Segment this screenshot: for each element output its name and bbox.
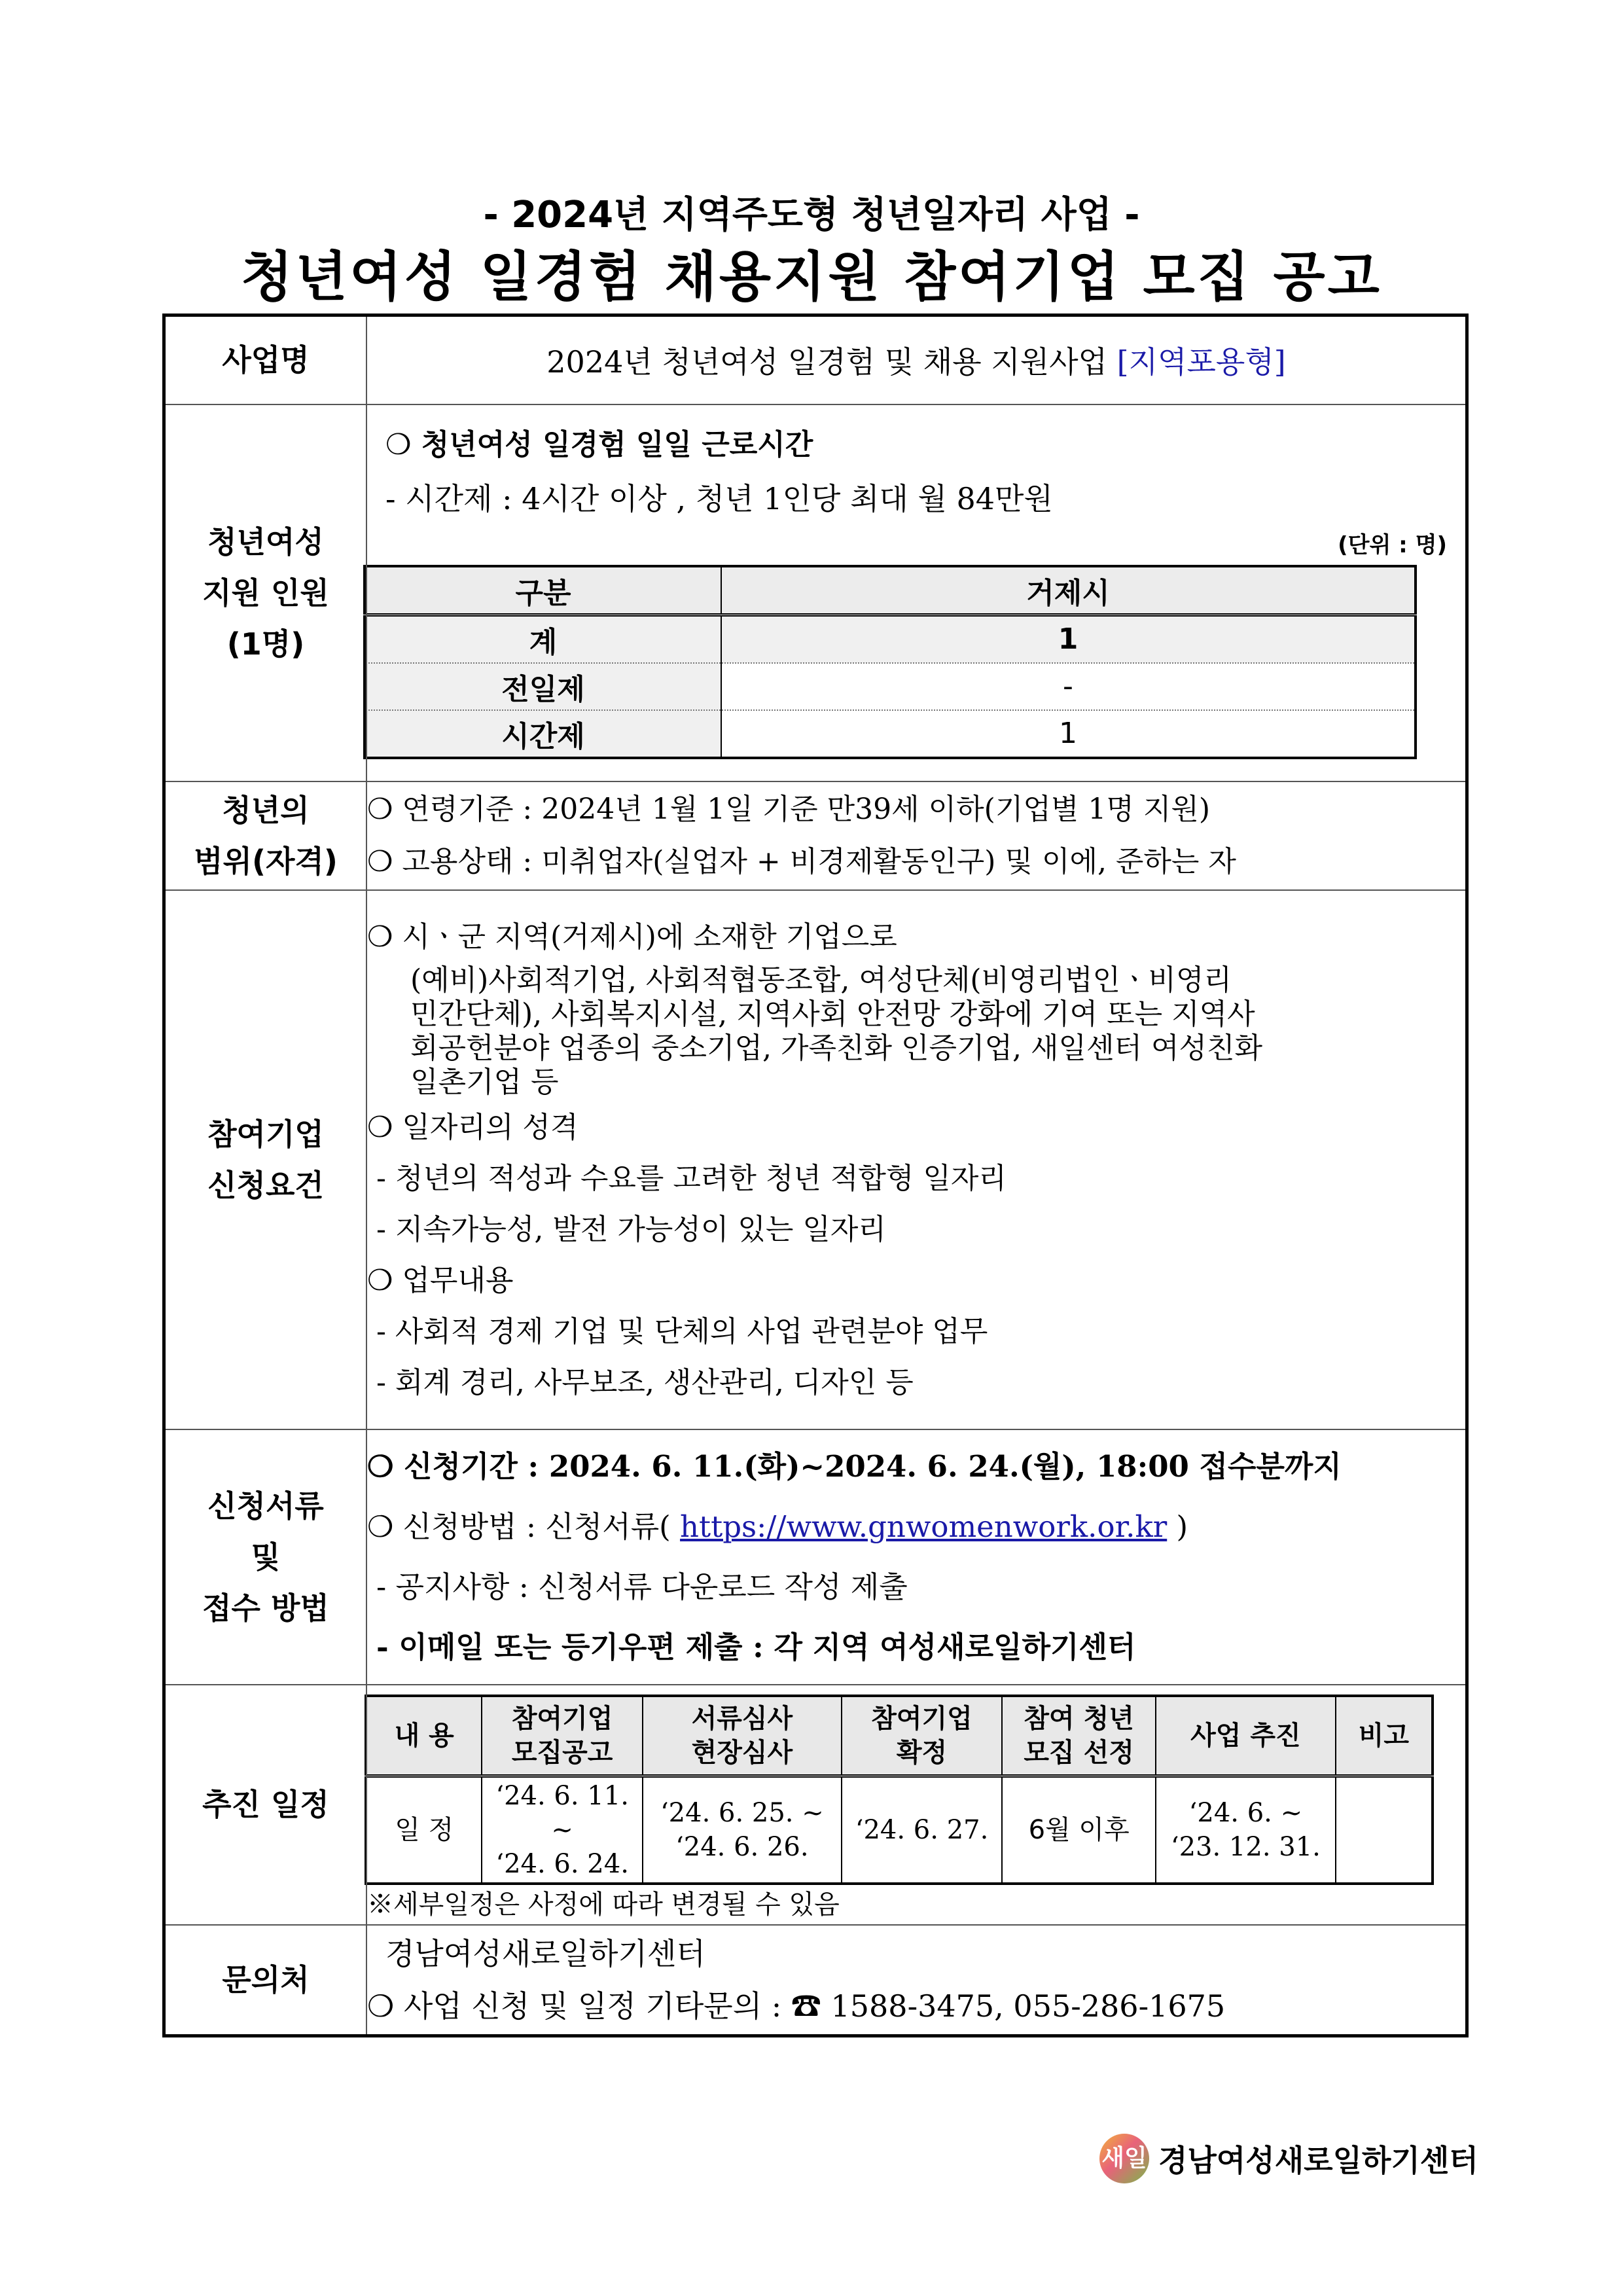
row-support	[164, 404, 1467, 781]
application-method-label: ❍ 신청방법 : 신청서류(	[367, 1509, 671, 1544]
notice-submission: - 공지사항 : 신청서류 다운로드 작성 제출	[376, 1569, 908, 1604]
label-support	[164, 404, 367, 781]
row-project	[164, 315, 1467, 404]
schedule-cell	[1156, 1776, 1336, 1884]
row-contact	[164, 1925, 1467, 2036]
header-line: 모집공고	[511, 1737, 613, 1768]
row-label-fulltime: 전일제	[365, 663, 721, 710]
label-line: 지원 인원	[202, 575, 329, 611]
cell-line: ‘24. 6. 27.	[855, 1814, 989, 1845]
schedule-header	[1156, 1696, 1336, 1776]
content-schedule	[366, 1685, 1467, 1925]
schedule-header	[1336, 1696, 1433, 1776]
col-header-region: 거제시	[721, 566, 1416, 615]
eligible-line: 일촌기업 등	[410, 1065, 559, 1099]
job-content-item: - 사회적 경제 기업 및 단체의 사업 관련분야 업무	[376, 1314, 988, 1348]
row-requirements	[164, 890, 1467, 1429]
schedule-cell	[643, 1776, 842, 1884]
label-eligibility	[164, 781, 367, 890]
content-application	[366, 1429, 1467, 1685]
label-application	[164, 1429, 367, 1685]
cell-line: ‘24. 6. 26.	[675, 1831, 809, 1862]
schedule-cell	[1336, 1776, 1433, 1884]
table-row	[365, 615, 1416, 663]
page-subtitle: - 2024년 지역주도형 청년일자리 사업 -	[483, 194, 1140, 236]
cell-line: ‘24. 6. 25. ~	[660, 1797, 824, 1828]
project-name: 2024년 청년여성 일경험 및 채용 지원사업	[546, 344, 1117, 380]
header-line: 참여 청년	[1024, 1703, 1134, 1734]
content-contact	[366, 1925, 1467, 2036]
mail-submission: - 이메일 또는 등기우편 제출 : 각 지역 여성새로일하기센터	[376, 1629, 1136, 1664]
label-line: 청년여성	[207, 524, 324, 560]
label-requirements	[164, 890, 367, 1429]
row-eligibility	[164, 781, 1467, 890]
saeil-logo-icon	[1099, 2134, 1149, 2183]
label-schedule: 추진 일정	[164, 1685, 367, 1925]
header-line: 참여기업	[511, 1703, 613, 1734]
row-value-parttime: 1	[721, 710, 1416, 758]
schedule-cell	[1002, 1776, 1156, 1884]
logo-text: 경남여성새로일하기센터	[1158, 2143, 1478, 2178]
eligible-line: 회공헌분야 업종의 중소기업, 가족친화 인증기업, 새일센터 여성친화	[410, 1031, 1262, 1065]
cell-line: ‘24. 6. 11.	[495, 1780, 629, 1811]
label-line: 신청요건	[207, 1167, 324, 1203]
application-method	[367, 1497, 1465, 1557]
row-value-fulltime: -	[721, 663, 1416, 710]
schedule-header	[482, 1696, 643, 1776]
col-header-category: 구분	[365, 566, 721, 615]
support-table-header	[365, 566, 1416, 615]
cell-line: ‘23. 12. 31.	[1170, 1831, 1321, 1862]
content-eligibility	[366, 781, 1467, 890]
schedule-header	[643, 1696, 842, 1776]
contact-phone: ❍ 사업 신청 및 일정 기타문의 : ☎ 1588-3475, 055-286-1675	[367, 1988, 1226, 2024]
content-support	[366, 404, 1467, 781]
label-contact: 문의처	[164, 1925, 367, 2036]
label-line: 범위(자격)	[194, 843, 338, 879]
eligible-line: (예비)사회적기업, 사회적협동조합, 여성단체(비영리법인ㆍ비영리	[410, 963, 1232, 997]
job-content-item: - 회계 경리, 사무보조, 생산관리, 디자인 등	[376, 1365, 914, 1399]
row-schedule	[164, 1685, 1467, 1925]
header-line: 모집 선정	[1024, 1737, 1134, 1768]
project-type-highlight: [지역포용형]	[1116, 344, 1286, 380]
worktime-heading: ❍ 청년여성 일경험 일일 근로시간	[385, 427, 813, 461]
schedule-table	[365, 1695, 1434, 1885]
schedule-header	[366, 1696, 482, 1776]
unit-note: (단위 : 명)	[1338, 531, 1447, 558]
footer-logo	[1099, 2134, 1478, 2183]
header-line: 참여기업	[871, 1703, 972, 1734]
label-line: 접수 방법	[202, 1590, 329, 1626]
schedule-cell	[842, 1776, 1003, 1884]
cell-line: ‘24. 6. 24.	[495, 1848, 629, 1879]
header-line: 서류심사	[691, 1703, 793, 1734]
header-line: 현장심사	[691, 1737, 793, 1768]
job-nature-heading: ❍ 일자리의 성격	[367, 1110, 579, 1144]
eligible-line: 민간단체), 사회복지시설, 지역사회 안전망 강화에 기여 또는 지역사	[410, 997, 1255, 1031]
schedule-header	[1002, 1696, 1156, 1776]
row-label-parttime: 시간제	[365, 710, 721, 758]
row-value-total: 1	[721, 615, 1416, 663]
table-row	[365, 663, 1416, 710]
job-nature-item: - 지속가능성, 발전 가능성이 있는 일자리	[376, 1212, 886, 1246]
label-project: 사업명	[164, 315, 367, 404]
cell-line: ~	[551, 1814, 573, 1845]
label-line: 및	[251, 1539, 281, 1575]
content-requirements	[366, 890, 1467, 1429]
header-line: 내 용	[394, 1720, 454, 1751]
support-count-table	[363, 565, 1417, 759]
employment-status: ❍ 고용상태 : 미취업자(실업자 + 비경제활동인구) 및 이에, 준하는 자	[367, 844, 1236, 878]
content-project	[366, 315, 1467, 404]
application-method-close: )	[1167, 1509, 1188, 1544]
schedule-cell	[366, 1776, 482, 1884]
website-link[interactable]: https://www.gnwomenwork.or.kr	[680, 1509, 1168, 1544]
schedule-header	[842, 1696, 1003, 1776]
label-line: (1명)	[226, 626, 305, 662]
schedule-row	[366, 1776, 1433, 1884]
age-criteria: ❍ 연령기준 : 2024년 1월 1일 기준 만39세 이하(기업별 1명 지원)	[367, 792, 1210, 826]
label-line: 청년의	[222, 792, 310, 828]
worktime-detail: - 시간제 : 4시간 이상 , 청년 1인당 최대 월 84만원	[385, 480, 1053, 516]
cell-line: ‘24. 6. ~	[1188, 1797, 1303, 1828]
page-title: 청년여성 일경험 채용지원 참여기업 모집 공고	[241, 246, 1382, 308]
table-row	[365, 710, 1416, 758]
eligible-company-types	[367, 963, 1465, 1100]
job-content-heading: ❍ 업무내용	[367, 1263, 514, 1297]
header-line: 확정	[896, 1737, 948, 1768]
region-requirement: ❍ 시ㆍ군 지역(거제시)에 소재한 기업으로	[367, 920, 897, 954]
label-line: 참여기업	[207, 1116, 324, 1152]
schedule-cell	[482, 1776, 643, 1884]
application-period: ❍ 신청기간 : 2024. 6. 11.(화)~2024. 6. 24.(월), 18:00 접수분까지	[367, 1448, 1342, 1484]
job-nature-item: - 청년의 적성과 수요를 고려한 청년 적합형 일자리	[376, 1161, 1007, 1195]
cell-line: 일 정	[395, 1814, 454, 1845]
row-application	[164, 1429, 1467, 1685]
cell-line: 6월 이후	[1028, 1814, 1130, 1845]
schedule-note: ※세부일정은 사정에 따라 변경될 수 있음	[367, 1889, 840, 1920]
row-label-total: 계	[365, 615, 721, 663]
logo-mark-text: 새일	[1101, 2145, 1147, 2172]
header-line: 비고	[1358, 1720, 1409, 1751]
notice-table	[162, 314, 1469, 2037]
header-line: 사업 추진	[1190, 1720, 1301, 1751]
contact-org: 경남여성새로일하기센터	[385, 1935, 705, 1971]
schedule-header-row	[366, 1696, 1433, 1776]
label-line: 신청서류	[207, 1488, 324, 1524]
